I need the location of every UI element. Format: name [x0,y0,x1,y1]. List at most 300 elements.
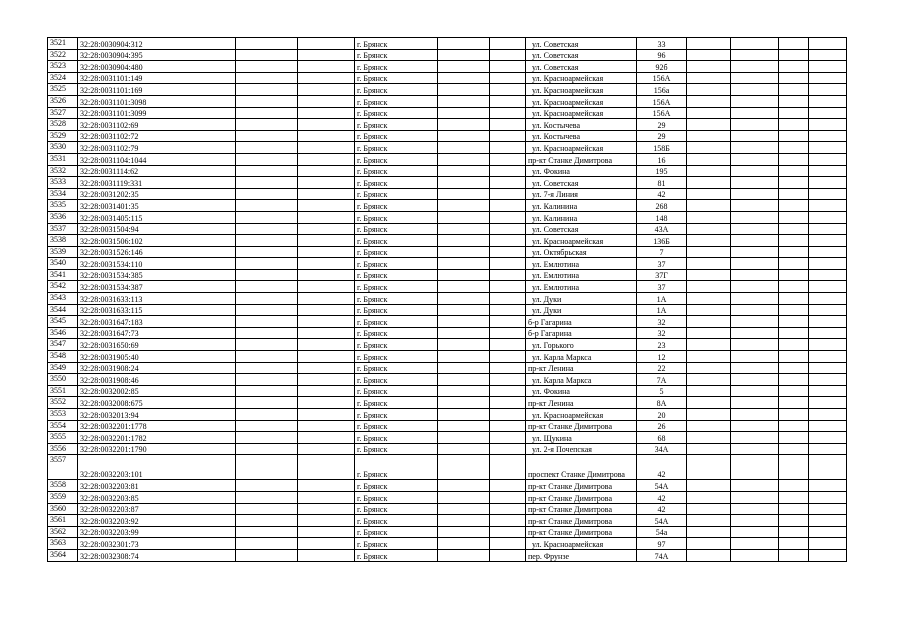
row-number-cell: 3524 [48,72,78,84]
empty-cell [779,107,809,119]
table-row [48,549,847,561]
cadastral-number-cell: 32:28:0031908:24 [78,362,236,374]
cadastral-number-cell: 32:28:0031534:387 [78,281,236,293]
empty-cell [438,374,490,386]
empty-cell [809,281,847,293]
house-number-cell: 37 [637,281,687,293]
empty-cell [809,304,847,316]
empty-cell [731,107,779,119]
empty-cell [298,200,355,212]
empty-cell [779,538,809,550]
house-number-cell: 42 [637,491,687,503]
house-number-cell: 97 [637,538,687,550]
empty-cell [298,362,355,374]
city-cell: г. Брянск [355,480,438,492]
street-cell: ул. Фокина [526,165,637,177]
row-number-cell: 3531 [48,153,78,165]
empty-cell [490,107,526,119]
table-row [48,95,847,107]
row-number-cell: 3561 [48,515,78,527]
empty-cell [236,165,298,177]
street-cell: пр-кт Станке Димитрова [526,526,637,538]
empty-cell [809,269,847,281]
empty-cell [779,153,809,165]
row-number-cell: 3540 [48,258,78,270]
empty-cell [779,165,809,177]
empty-cell [779,385,809,397]
empty-cell [779,420,809,432]
city-cell: г. Брянск [355,374,438,386]
house-number-cell: 42 [637,503,687,515]
street-cell: ул. Советская [526,49,637,61]
cadastral-number-cell: 32:28:0031104:1044 [78,153,236,165]
city-cell: г. Брянск [355,515,438,527]
empty-cell [687,107,731,119]
empty-cell [236,385,298,397]
empty-cell [809,72,847,84]
city-cell: г. Брянск [355,142,438,154]
empty-cell [438,38,490,50]
city-cell: г. Брянск [355,420,438,432]
empty-cell [731,503,779,515]
empty-cell [809,84,847,96]
empty-cell [779,38,809,50]
cadastral-number-cell: 32:28:0031534:110 [78,258,236,270]
cadastral-number-cell: 32:28:0031633:115 [78,304,236,316]
empty-cell [236,177,298,189]
table-row [48,480,847,492]
city-cell: г. Брянск [355,503,438,515]
cadastral-number-cell: 32:28:0032301:73 [78,538,236,550]
empty-cell [731,420,779,432]
cadastral-number-cell: 32:28:0032008:675 [78,397,236,409]
city-cell: г. Брянск [355,409,438,421]
empty-cell [731,223,779,235]
empty-cell [438,480,490,492]
empty-cell [298,235,355,247]
empty-cell [687,503,731,515]
empty-cell [438,165,490,177]
table-row [48,84,847,96]
empty-cell [809,119,847,131]
city-cell: г. Брянск [355,351,438,363]
empty-cell [809,177,847,189]
empty-cell [236,281,298,293]
cadastral-number-cell: 32:28:0032201:1790 [78,443,236,455]
empty-cell [809,258,847,270]
street-cell: пр-кт Ленина [526,397,637,409]
empty-cell [490,72,526,84]
street-cell: ул. Красноармейская [526,142,637,154]
row-number-cell: 3553 [48,409,78,421]
empty-cell [298,374,355,386]
cadastral-number-cell: 32:28:0032203:85 [78,491,236,503]
empty-cell [809,515,847,527]
city-cell: г. Брянск [355,246,438,258]
empty-cell [236,503,298,515]
cadastral-number-cell: 32:28:0031647:73 [78,327,236,339]
table-row [48,281,847,293]
house-number-cell: 156А [637,107,687,119]
city-cell: г. Брянск [355,38,438,50]
empty-cell [731,246,779,258]
city-cell: г. Брянск [355,211,438,223]
empty-cell [438,327,490,339]
empty-cell [438,246,490,258]
empty-cell [236,153,298,165]
row-number-cell: 3559 [48,491,78,503]
row-number-cell: 3552 [48,397,78,409]
empty-cell [236,362,298,374]
empty-cell [779,130,809,142]
empty-cell [438,269,490,281]
house-number-cell: 81 [637,177,687,189]
empty-cell [731,38,779,50]
empty-cell [809,397,847,409]
empty-cell [687,316,731,328]
city-cell: г. Брянск [355,432,438,444]
street-cell: ул. 2-я Почепская [526,443,637,455]
empty-cell [731,293,779,305]
cadastral-number-cell: 32:28:0032203:99 [78,526,236,538]
cadastral-number-cell: 32:28:0031504:94 [78,223,236,235]
row-number-cell: 3523 [48,61,78,73]
empty-cell [490,38,526,50]
city-cell: г. Брянск [355,258,438,270]
city-cell: г. Брянск [355,72,438,84]
house-number-cell: 68 [637,432,687,444]
empty-cell [298,119,355,131]
empty-cell [490,153,526,165]
empty-cell [687,95,731,107]
empty-cell [687,72,731,84]
empty-cell [731,84,779,96]
empty-cell [298,515,355,527]
empty-cell [779,119,809,131]
empty-cell [779,480,809,492]
house-number-cell: 42 [637,455,687,480]
empty-cell [687,235,731,247]
empty-cell [779,339,809,351]
empty-cell [298,293,355,305]
row-number-cell: 3533 [48,177,78,189]
empty-cell [438,420,490,432]
empty-cell [809,293,847,305]
row-number-cell: 3558 [48,480,78,492]
row-number-cell: 3542 [48,281,78,293]
empty-cell [236,538,298,550]
house-number-cell: 7 [637,246,687,258]
empty-cell [687,397,731,409]
city-cell: г. Брянск [355,443,438,455]
empty-cell [438,84,490,96]
city-cell: г. Брянск [355,61,438,73]
empty-cell [779,223,809,235]
empty-cell [438,130,490,142]
empty-cell [490,130,526,142]
cadastral-number-cell: 32:28:0030904:312 [78,38,236,50]
empty-cell [731,374,779,386]
house-number-cell: 54А [637,480,687,492]
house-number-cell: 148 [637,211,687,223]
house-number-cell: 23 [637,339,687,351]
empty-cell [236,49,298,61]
empty-cell [809,107,847,119]
empty-cell [779,397,809,409]
empty-cell [687,374,731,386]
empty-cell [438,409,490,421]
street-cell: пр-кт Станке Димитрова [526,503,637,515]
empty-cell [236,293,298,305]
street-cell: ул. Октябрьская [526,246,637,258]
empty-cell [438,362,490,374]
table-row [48,119,847,131]
empty-cell [687,538,731,550]
house-number-cell: 32 [637,316,687,328]
empty-cell [731,549,779,561]
empty-cell [438,515,490,527]
table-row [48,526,847,538]
empty-cell [298,443,355,455]
empty-cell [809,385,847,397]
empty-cell [809,235,847,247]
city-cell: г. Брянск [355,177,438,189]
empty-cell [809,480,847,492]
empty-cell [298,258,355,270]
empty-cell [731,491,779,503]
empty-cell [438,293,490,305]
empty-cell [490,443,526,455]
empty-cell [809,165,847,177]
empty-cell [236,316,298,328]
empty-cell [779,351,809,363]
street-cell: ул. Красноармейская [526,538,637,550]
empty-cell [490,269,526,281]
registry-table [47,37,847,562]
empty-cell [438,316,490,328]
empty-cell [779,61,809,73]
city-cell: г. Брянск [355,316,438,328]
empty-cell [236,200,298,212]
empty-cell [298,491,355,503]
city-cell: г. Брянск [355,49,438,61]
empty-cell [779,188,809,200]
cadastral-number-cell: 32:28:0031101:169 [78,84,236,96]
empty-cell [687,432,731,444]
empty-cell [236,409,298,421]
empty-cell [438,385,490,397]
empty-cell [236,95,298,107]
empty-cell [438,200,490,212]
empty-cell [438,72,490,84]
cadastral-number-cell: 32:28:0031405:115 [78,211,236,223]
empty-cell [298,107,355,119]
empty-cell [731,526,779,538]
empty-cell [687,142,731,154]
empty-cell [779,281,809,293]
empty-cell [236,455,298,480]
empty-cell [490,397,526,409]
empty-cell [779,362,809,374]
row-number-cell: 3551 [48,385,78,397]
empty-cell [687,223,731,235]
row-number-cell: 3526 [48,95,78,107]
table-row [48,385,847,397]
row-number-cell: 3562 [48,526,78,538]
street-cell: ул. Калинина [526,200,637,212]
empty-cell [809,188,847,200]
table-row [48,177,847,189]
empty-cell [438,432,490,444]
street-cell: ул. Щукина [526,432,637,444]
empty-cell [298,142,355,154]
street-cell: пр-кт Станке Димитрова [526,515,637,527]
empty-cell [438,397,490,409]
empty-cell [687,38,731,50]
empty-cell [779,549,809,561]
table-row [48,491,847,503]
empty-cell [298,49,355,61]
table-row [48,258,847,270]
street-cell: ул. Красноармейская [526,235,637,247]
city-cell: г. Брянск [355,130,438,142]
empty-cell [731,165,779,177]
empty-cell [779,142,809,154]
empty-cell [236,235,298,247]
empty-cell [298,351,355,363]
row-number-cell: 3544 [48,304,78,316]
empty-cell [731,351,779,363]
empty-cell [490,223,526,235]
empty-cell [298,432,355,444]
empty-cell [731,258,779,270]
empty-cell [438,443,490,455]
empty-cell [298,223,355,235]
cadastral-number-cell: 32:28:0031101:3099 [78,107,236,119]
house-number-cell: 16 [637,153,687,165]
empty-cell [438,119,490,131]
empty-cell [490,455,526,480]
street-cell: ул. 7-я Линия [526,188,637,200]
street-cell: пр-кт Станке Димитрова [526,153,637,165]
empty-cell [298,480,355,492]
street-cell: ул. Горького [526,339,637,351]
cadastral-number-cell: 32:28:0031101:3098 [78,95,236,107]
house-number-cell: 42 [637,188,687,200]
empty-cell [687,281,731,293]
row-number-cell: 3529 [48,130,78,142]
street-cell: ул. Емлютина [526,258,637,270]
cadastral-number-cell: 32:28:0032201:1782 [78,432,236,444]
empty-cell [438,49,490,61]
city-cell: г. Брянск [355,526,438,538]
empty-cell [779,246,809,258]
empty-cell [298,211,355,223]
row-number-cell: 3532 [48,165,78,177]
row-number-cell: 3535 [48,200,78,212]
empty-cell [438,142,490,154]
empty-cell [490,177,526,189]
city-cell: г. Брянск [355,362,438,374]
cadastral-number-cell: 32:28:0031650:69 [78,339,236,351]
cadastral-number-cell: 32:28:0032203:92 [78,515,236,527]
empty-cell [236,188,298,200]
empty-cell [298,420,355,432]
empty-cell [779,258,809,270]
empty-cell [236,119,298,131]
empty-cell [731,119,779,131]
cadastral-number-cell: 32:28:0032203:87 [78,503,236,515]
empty-cell [809,455,847,480]
table-row [48,61,847,73]
empty-cell [779,455,809,480]
street-cell: проспект Станке Димитрова [526,455,637,480]
empty-cell [779,443,809,455]
empty-cell [687,188,731,200]
empty-cell [236,107,298,119]
house-number-cell: 37 [637,258,687,270]
table-row [48,188,847,200]
empty-cell [687,480,731,492]
empty-cell [236,549,298,561]
empty-cell [687,130,731,142]
empty-cell [298,327,355,339]
street-cell: ул. Красноармейская [526,409,637,421]
empty-cell [687,455,731,480]
cadastral-number-cell: 32:28:0032002:85 [78,385,236,397]
empty-cell [490,374,526,386]
empty-cell [809,61,847,73]
street-cell: пр-кт Станке Димитрова [526,491,637,503]
empty-cell [731,49,779,61]
empty-cell [731,515,779,527]
empty-cell [687,153,731,165]
table-row [48,503,847,515]
empty-cell [298,84,355,96]
empty-cell [809,223,847,235]
empty-cell [438,304,490,316]
row-number-cell: 3541 [48,269,78,281]
house-number-cell: 7А [637,374,687,386]
empty-cell [490,409,526,421]
empty-cell [779,374,809,386]
cadastral-number-cell: 32:28:0032013:94 [78,409,236,421]
row-number-cell: 3536 [48,211,78,223]
city-cell: г. Брянск [355,223,438,235]
empty-cell [490,200,526,212]
empty-cell [236,72,298,84]
empty-cell [236,443,298,455]
empty-cell [809,130,847,142]
empty-cell [687,200,731,212]
empty-cell [236,84,298,96]
street-cell: ул. Красноармейская [526,84,637,96]
empty-cell [490,119,526,131]
house-number-cell: 92б [637,61,687,73]
empty-cell [298,269,355,281]
empty-cell [731,153,779,165]
empty-cell [687,385,731,397]
empty-cell [809,443,847,455]
empty-cell [298,385,355,397]
empty-cell [779,84,809,96]
cadastral-number-cell: 32:28:0032308:74 [78,549,236,561]
empty-cell [438,107,490,119]
city-cell: г. Брянск [355,95,438,107]
empty-cell [809,420,847,432]
empty-cell [779,269,809,281]
empty-cell [490,526,526,538]
